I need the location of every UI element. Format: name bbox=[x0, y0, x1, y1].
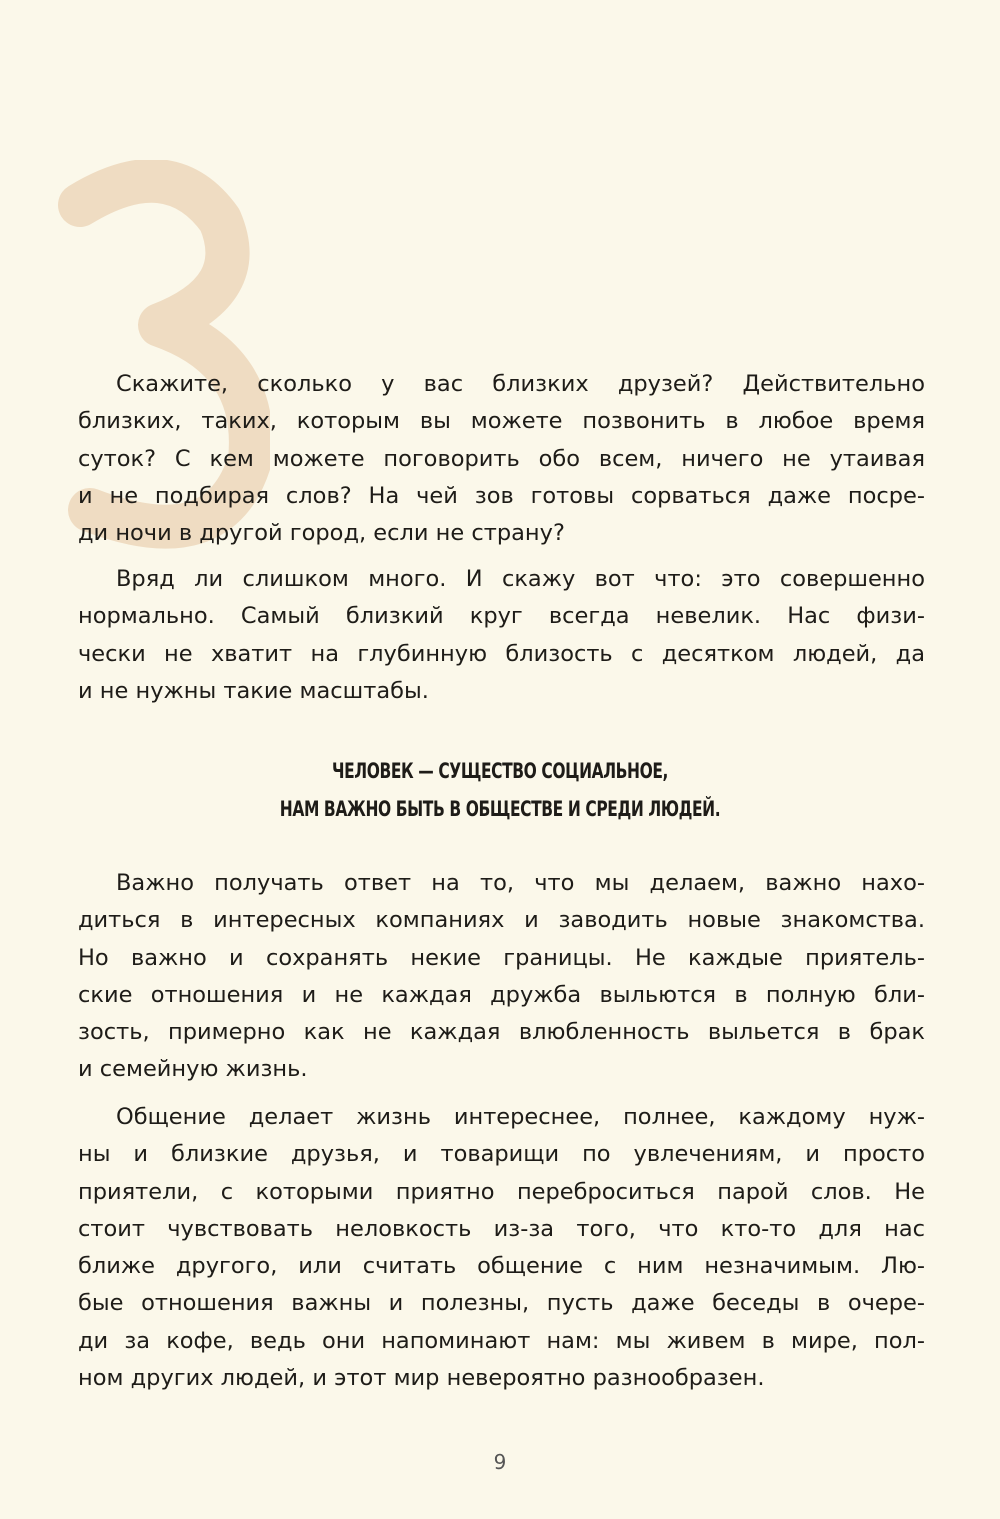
text-line: Общение делает жизнь интереснее, полнее, каждому нуж- bbox=[116, 1104, 925, 1130]
text-line: и семейную жизнь. bbox=[78, 1056, 308, 1083]
text-line: зость, примерно как не каждая влюбленность выльется в брак bbox=[78, 1019, 925, 1046]
page-number: 9 bbox=[493, 1450, 507, 1474]
text-line: ны и близкие друзья, и товарищи по увлечениям, и просто bbox=[78, 1141, 925, 1168]
quote-line: НАМ ВАЖНО БЫТЬ В ОБЩЕСТВЕ И СРЕДИ ЛЮДЕЙ. bbox=[279, 797, 721, 821]
text-line: и не нужны такие масштабы. bbox=[78, 677, 429, 704]
text-line: чески не хватит на глубинную близость с десятком людей, да bbox=[78, 640, 925, 667]
text-line: приятели, с которыми приятно переброситься парой слов. Не bbox=[78, 1178, 925, 1205]
text-line: ближе другого, или считать общение с ним незначимым. Лю- bbox=[78, 1253, 925, 1280]
text-line: ди ночи в другой город, если не страну? bbox=[78, 520, 565, 547]
text-line: диться в интересных компаниях и заводить новые знакомства. bbox=[78, 907, 925, 934]
text-line: близких, таких, которым вы можете позвонить в любое время bbox=[78, 408, 925, 435]
text-line: нормально. Самый близкий круг всегда невелик. Нас физи- bbox=[78, 603, 925, 630]
text-line: бые отношения важны и полезны, пусть даже беседы в очере- bbox=[78, 1290, 925, 1317]
text-line: ном других людей, и этот мир невероятно разнообразен. bbox=[78, 1365, 765, 1392]
text-line: суток? С кем можете поговорить обо всем, ничего не утаивая bbox=[78, 445, 925, 472]
text-line: ские отношения и не каждая дружба выльются в полную бли- bbox=[78, 981, 925, 1008]
paragraph-4 bbox=[78, 1099, 925, 1397]
text-line: и не подбирая слов? На чей зов готовы сорваться даже посре- bbox=[78, 482, 925, 509]
text-line: Скажите, сколько у вас близких друзей? Действительно bbox=[116, 371, 925, 397]
pull-quote bbox=[90, 752, 910, 828]
paragraph-1 bbox=[78, 366, 925, 552]
text-line: Важно получать ответ на то, что мы делаем, важно нахо- bbox=[116, 870, 925, 896]
text-line: стоит чувствовать неловкость из-за того, что кто-то для нас bbox=[78, 1215, 925, 1242]
text-line: Но важно и сохранять некие границы. Не каждые приятель- bbox=[78, 944, 925, 971]
paragraph-2 bbox=[78, 561, 925, 710]
paragraph-3 bbox=[78, 865, 925, 1089]
text-line: Вряд ли слишком много. И скажу вот что: это совершенно bbox=[116, 566, 925, 592]
text-line: ди за кофе, ведь они напоминают нам: мы живем в мире, пол- bbox=[78, 1327, 925, 1354]
quote-line: ЧЕЛОВЕК — СУЩЕСТВО СОЦИАЛЬНОЕ, bbox=[331, 759, 669, 783]
